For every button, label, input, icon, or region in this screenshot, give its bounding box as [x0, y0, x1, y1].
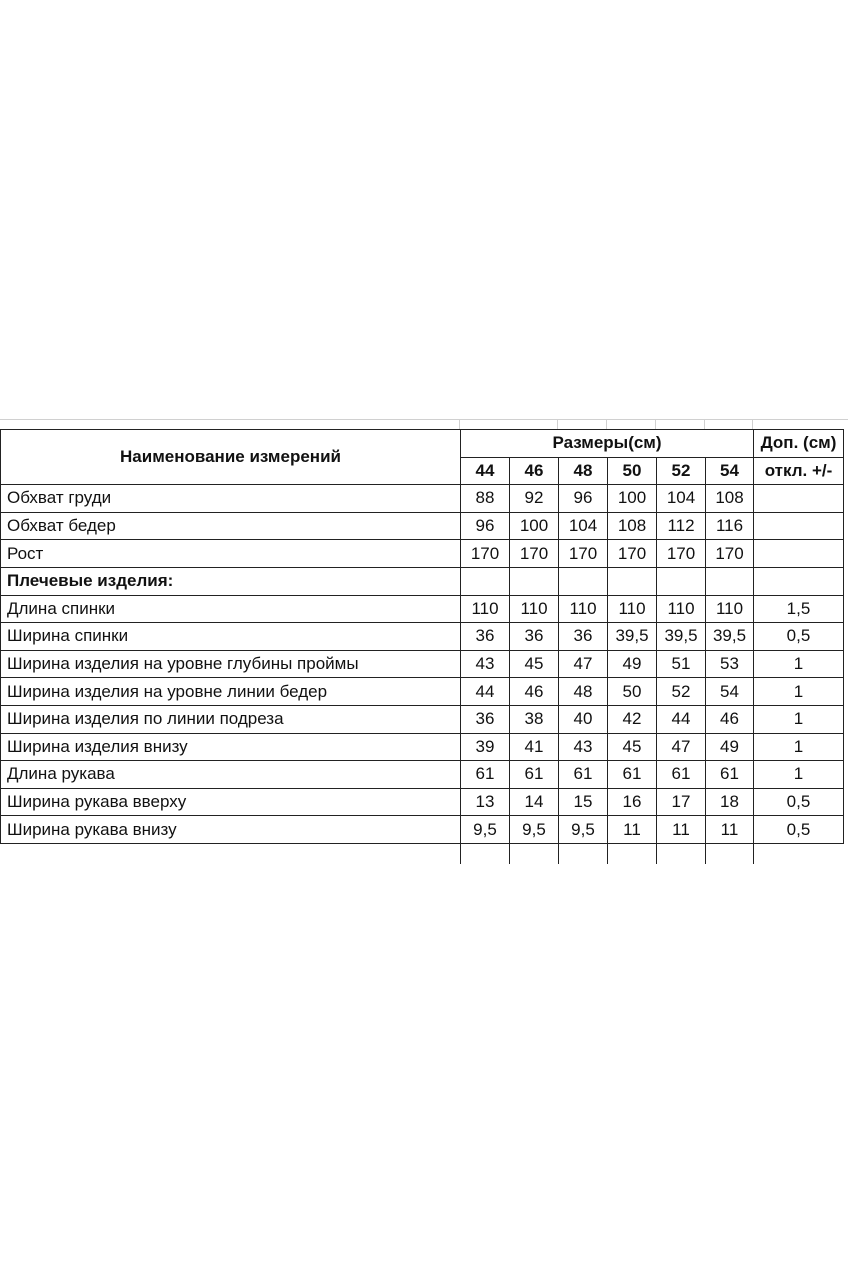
size-value-cell[interactable]: 49: [608, 650, 657, 678]
size-value-cell[interactable]: 42: [608, 705, 657, 733]
gridline: [459, 419, 460, 429]
measurement-name-cell[interactable]: Ширина рукава внизу: [1, 816, 461, 844]
table-row: [1, 595, 844, 623]
size-value-cell[interactable]: 96: [559, 485, 608, 513]
spreadsheet-area: [0, 419, 848, 855]
empty-cell[interactable]: [706, 843, 754, 864]
size-value-cell[interactable]: 108: [608, 512, 657, 540]
deviation-cell[interactable]: 0,5: [754, 623, 844, 651]
deviation-cell[interactable]: 1: [754, 650, 844, 678]
table-row: [1, 733, 844, 761]
size-value-cell[interactable]: [559, 567, 608, 595]
size-value-cell[interactable]: [608, 567, 657, 595]
gridline: [606, 419, 607, 429]
size-value-cell[interactable]: 61: [461, 761, 510, 789]
size-value-cell[interactable]: [461, 567, 510, 595]
measurement-name-cell[interactable]: Ширина изделия внизу: [1, 733, 461, 761]
size-value-cell[interactable]: 43: [559, 733, 608, 761]
empty-cell[interactable]: [559, 843, 608, 864]
size-value-cell[interactable]: [706, 567, 754, 595]
size-value-cell[interactable]: 45: [510, 650, 559, 678]
size-value-cell[interactable]: 11: [706, 816, 754, 844]
size-value-cell[interactable]: 36: [510, 623, 559, 651]
table-row: [1, 485, 844, 513]
size-value-cell[interactable]: 100: [608, 485, 657, 513]
deviation-cell[interactable]: [754, 540, 844, 568]
size-value-cell[interactable]: 44: [461, 678, 510, 706]
size-value-cell[interactable]: 39,5: [608, 623, 657, 651]
size-value-cell[interactable]: 52: [657, 678, 706, 706]
size-value-cell[interactable]: 46: [510, 678, 559, 706]
size-value-cell[interactable]: 104: [559, 512, 608, 540]
size-value-cell[interactable]: 39,5: [706, 623, 754, 651]
measurement-name-cell[interactable]: Плечевые изделия:: [1, 567, 461, 595]
size-value-cell[interactable]: 18: [706, 788, 754, 816]
size-value-cell[interactable]: 110: [657, 595, 706, 623]
deviation-cell[interactable]: [754, 485, 844, 513]
table-row: [1, 650, 844, 678]
size-value-cell[interactable]: 170: [559, 540, 608, 568]
size-value-cell[interactable]: 16: [608, 788, 657, 816]
size-value-cell[interactable]: 13: [461, 788, 510, 816]
size-value-cell[interactable]: 9,5: [461, 816, 510, 844]
size-value-cell[interactable]: 48: [559, 678, 608, 706]
size-value-cell[interactable]: 108: [706, 485, 754, 513]
deviation-subheader[interactable]: откл. +/-: [754, 457, 844, 485]
deviation-header[interactable]: Доп. (см): [754, 430, 844, 458]
size-value-cell[interactable]: 92: [510, 485, 559, 513]
size-value-cell[interactable]: 61: [608, 761, 657, 789]
size-value-cell[interactable]: 96: [461, 512, 510, 540]
deviation-cell[interactable]: 1: [754, 705, 844, 733]
size-value-cell[interactable]: 61: [510, 761, 559, 789]
size-value-cell[interactable]: 17: [657, 788, 706, 816]
size-value-cell[interactable]: 104: [657, 485, 706, 513]
empty-cell[interactable]: [510, 843, 559, 864]
deviation-cell[interactable]: 1,5: [754, 595, 844, 623]
gridline: [557, 419, 558, 429]
measurement-name-cell[interactable]: Длина рукава: [1, 761, 461, 789]
size-value-cell[interactable]: 61: [559, 761, 608, 789]
measurement-name-cell[interactable]: Ширина изделия на уровне глубины проймы: [1, 650, 461, 678]
size-value-cell[interactable]: 14: [510, 788, 559, 816]
table-row: [1, 512, 844, 540]
gridline: [752, 419, 753, 429]
size-value-cell[interactable]: 170: [461, 540, 510, 568]
size-header-52[interactable]: 52: [657, 457, 706, 485]
size-value-cell[interactable]: 15: [559, 788, 608, 816]
gridline: [655, 419, 656, 429]
size-value-cell[interactable]: [657, 567, 706, 595]
size-value-cell[interactable]: 110: [461, 595, 510, 623]
size-header-54[interactable]: 54: [706, 457, 754, 485]
size-value-cell[interactable]: 61: [657, 761, 706, 789]
size-value-cell[interactable]: 112: [657, 512, 706, 540]
size-value-cell[interactable]: 40: [559, 705, 608, 733]
size-value-cell[interactable]: 11: [608, 816, 657, 844]
size-value-cell[interactable]: 38: [510, 705, 559, 733]
table-row: [1, 567, 844, 595]
table-row: [1, 816, 844, 844]
size-value-cell[interactable]: 47: [657, 733, 706, 761]
empty-row: [1, 843, 844, 864]
empty-cell[interactable]: [608, 843, 657, 864]
table-row: [1, 705, 844, 733]
size-value-cell[interactable]: 170: [706, 540, 754, 568]
deviation-cell[interactable]: [754, 567, 844, 595]
gridline: [704, 419, 705, 429]
size-value-cell[interactable]: 36: [461, 705, 510, 733]
size-value-cell[interactable]: 44: [657, 705, 706, 733]
deviation-cell[interactable]: [754, 512, 844, 540]
size-value-cell[interactable]: 50: [608, 678, 657, 706]
empty-cell[interactable]: [657, 843, 706, 864]
size-value-cell[interactable]: 170: [657, 540, 706, 568]
size-value-cell[interactable]: 49: [706, 733, 754, 761]
size-value-cell[interactable]: 170: [608, 540, 657, 568]
size-value-cell[interactable]: 110: [706, 595, 754, 623]
table-row: [1, 788, 844, 816]
size-value-cell[interactable]: 43: [461, 650, 510, 678]
gridline: [0, 419, 848, 420]
size-value-cell[interactable]: 9,5: [559, 816, 608, 844]
size-value-cell[interactable]: 110: [608, 595, 657, 623]
size-header-46[interactable]: 46: [510, 457, 559, 485]
size-value-cell[interactable]: 61: [706, 761, 754, 789]
size-value-cell[interactable]: 39,5: [657, 623, 706, 651]
measurement-name-header[interactable]: Наименование измерений: [1, 430, 461, 485]
size-value-cell[interactable]: 39: [461, 733, 510, 761]
measurement-name-cell[interactable]: Ширина спинки: [1, 623, 461, 651]
deviation-cell[interactable]: 1: [754, 733, 844, 761]
measurement-name-cell[interactable]: Ширина изделия по линии подреза: [1, 705, 461, 733]
deviation-cell[interactable]: 0,5: [754, 788, 844, 816]
table-row: [1, 761, 844, 789]
sizes-header[interactable]: Размеры(см): [461, 430, 754, 458]
size-value-cell[interactable]: 110: [559, 595, 608, 623]
measurement-name-cell[interactable]: Обхват бедер: [1, 512, 461, 540]
measurement-name-cell[interactable]: Ширина рукава вверху: [1, 788, 461, 816]
empty-cell[interactable]: [754, 843, 844, 864]
size-value-cell[interactable]: 36: [461, 623, 510, 651]
measurement-name-cell[interactable]: Ширина изделия на уровне линии бедер: [1, 678, 461, 706]
size-value-cell[interactable]: 100: [510, 512, 559, 540]
size-value-cell[interactable]: 54: [706, 678, 754, 706]
measurement-name-cell[interactable]: Обхват груди: [1, 485, 461, 513]
table-row: [1, 678, 844, 706]
empty-cell[interactable]: [1, 843, 461, 864]
size-header-48[interactable]: 48: [559, 457, 608, 485]
deviation-cell[interactable]: 0,5: [754, 816, 844, 844]
size-header-50[interactable]: 50: [608, 457, 657, 485]
empty-cell[interactable]: [461, 843, 510, 864]
header-row-1: [1, 430, 844, 458]
size-value-cell[interactable]: 41: [510, 733, 559, 761]
deviation-cell[interactable]: 1: [754, 761, 844, 789]
size-value-cell[interactable]: 9,5: [510, 816, 559, 844]
size-value-cell[interactable]: 46: [706, 705, 754, 733]
measurement-name-cell[interactable]: Рост: [1, 540, 461, 568]
size-value-cell[interactable]: 110: [510, 595, 559, 623]
table-row: [1, 540, 844, 568]
size-value-cell[interactable]: 36: [559, 623, 608, 651]
size-value-cell[interactable]: 51: [657, 650, 706, 678]
size-value-cell[interactable]: 53: [706, 650, 754, 678]
size-value-cell[interactable]: 170: [510, 540, 559, 568]
table-row: [1, 623, 844, 651]
measurement-name-cell[interactable]: Длина спинки: [1, 595, 461, 623]
size-value-cell[interactable]: [510, 567, 559, 595]
size-value-cell[interactable]: 45: [608, 733, 657, 761]
table-body: [1, 430, 844, 864]
size-header-44[interactable]: 44: [461, 457, 510, 485]
size-value-cell[interactable]: 88: [461, 485, 510, 513]
size-chart-table: [0, 429, 844, 864]
size-value-cell[interactable]: 11: [657, 816, 706, 844]
size-value-cell[interactable]: 47: [559, 650, 608, 678]
deviation-cell[interactable]: 1: [754, 678, 844, 706]
size-value-cell[interactable]: 116: [706, 512, 754, 540]
